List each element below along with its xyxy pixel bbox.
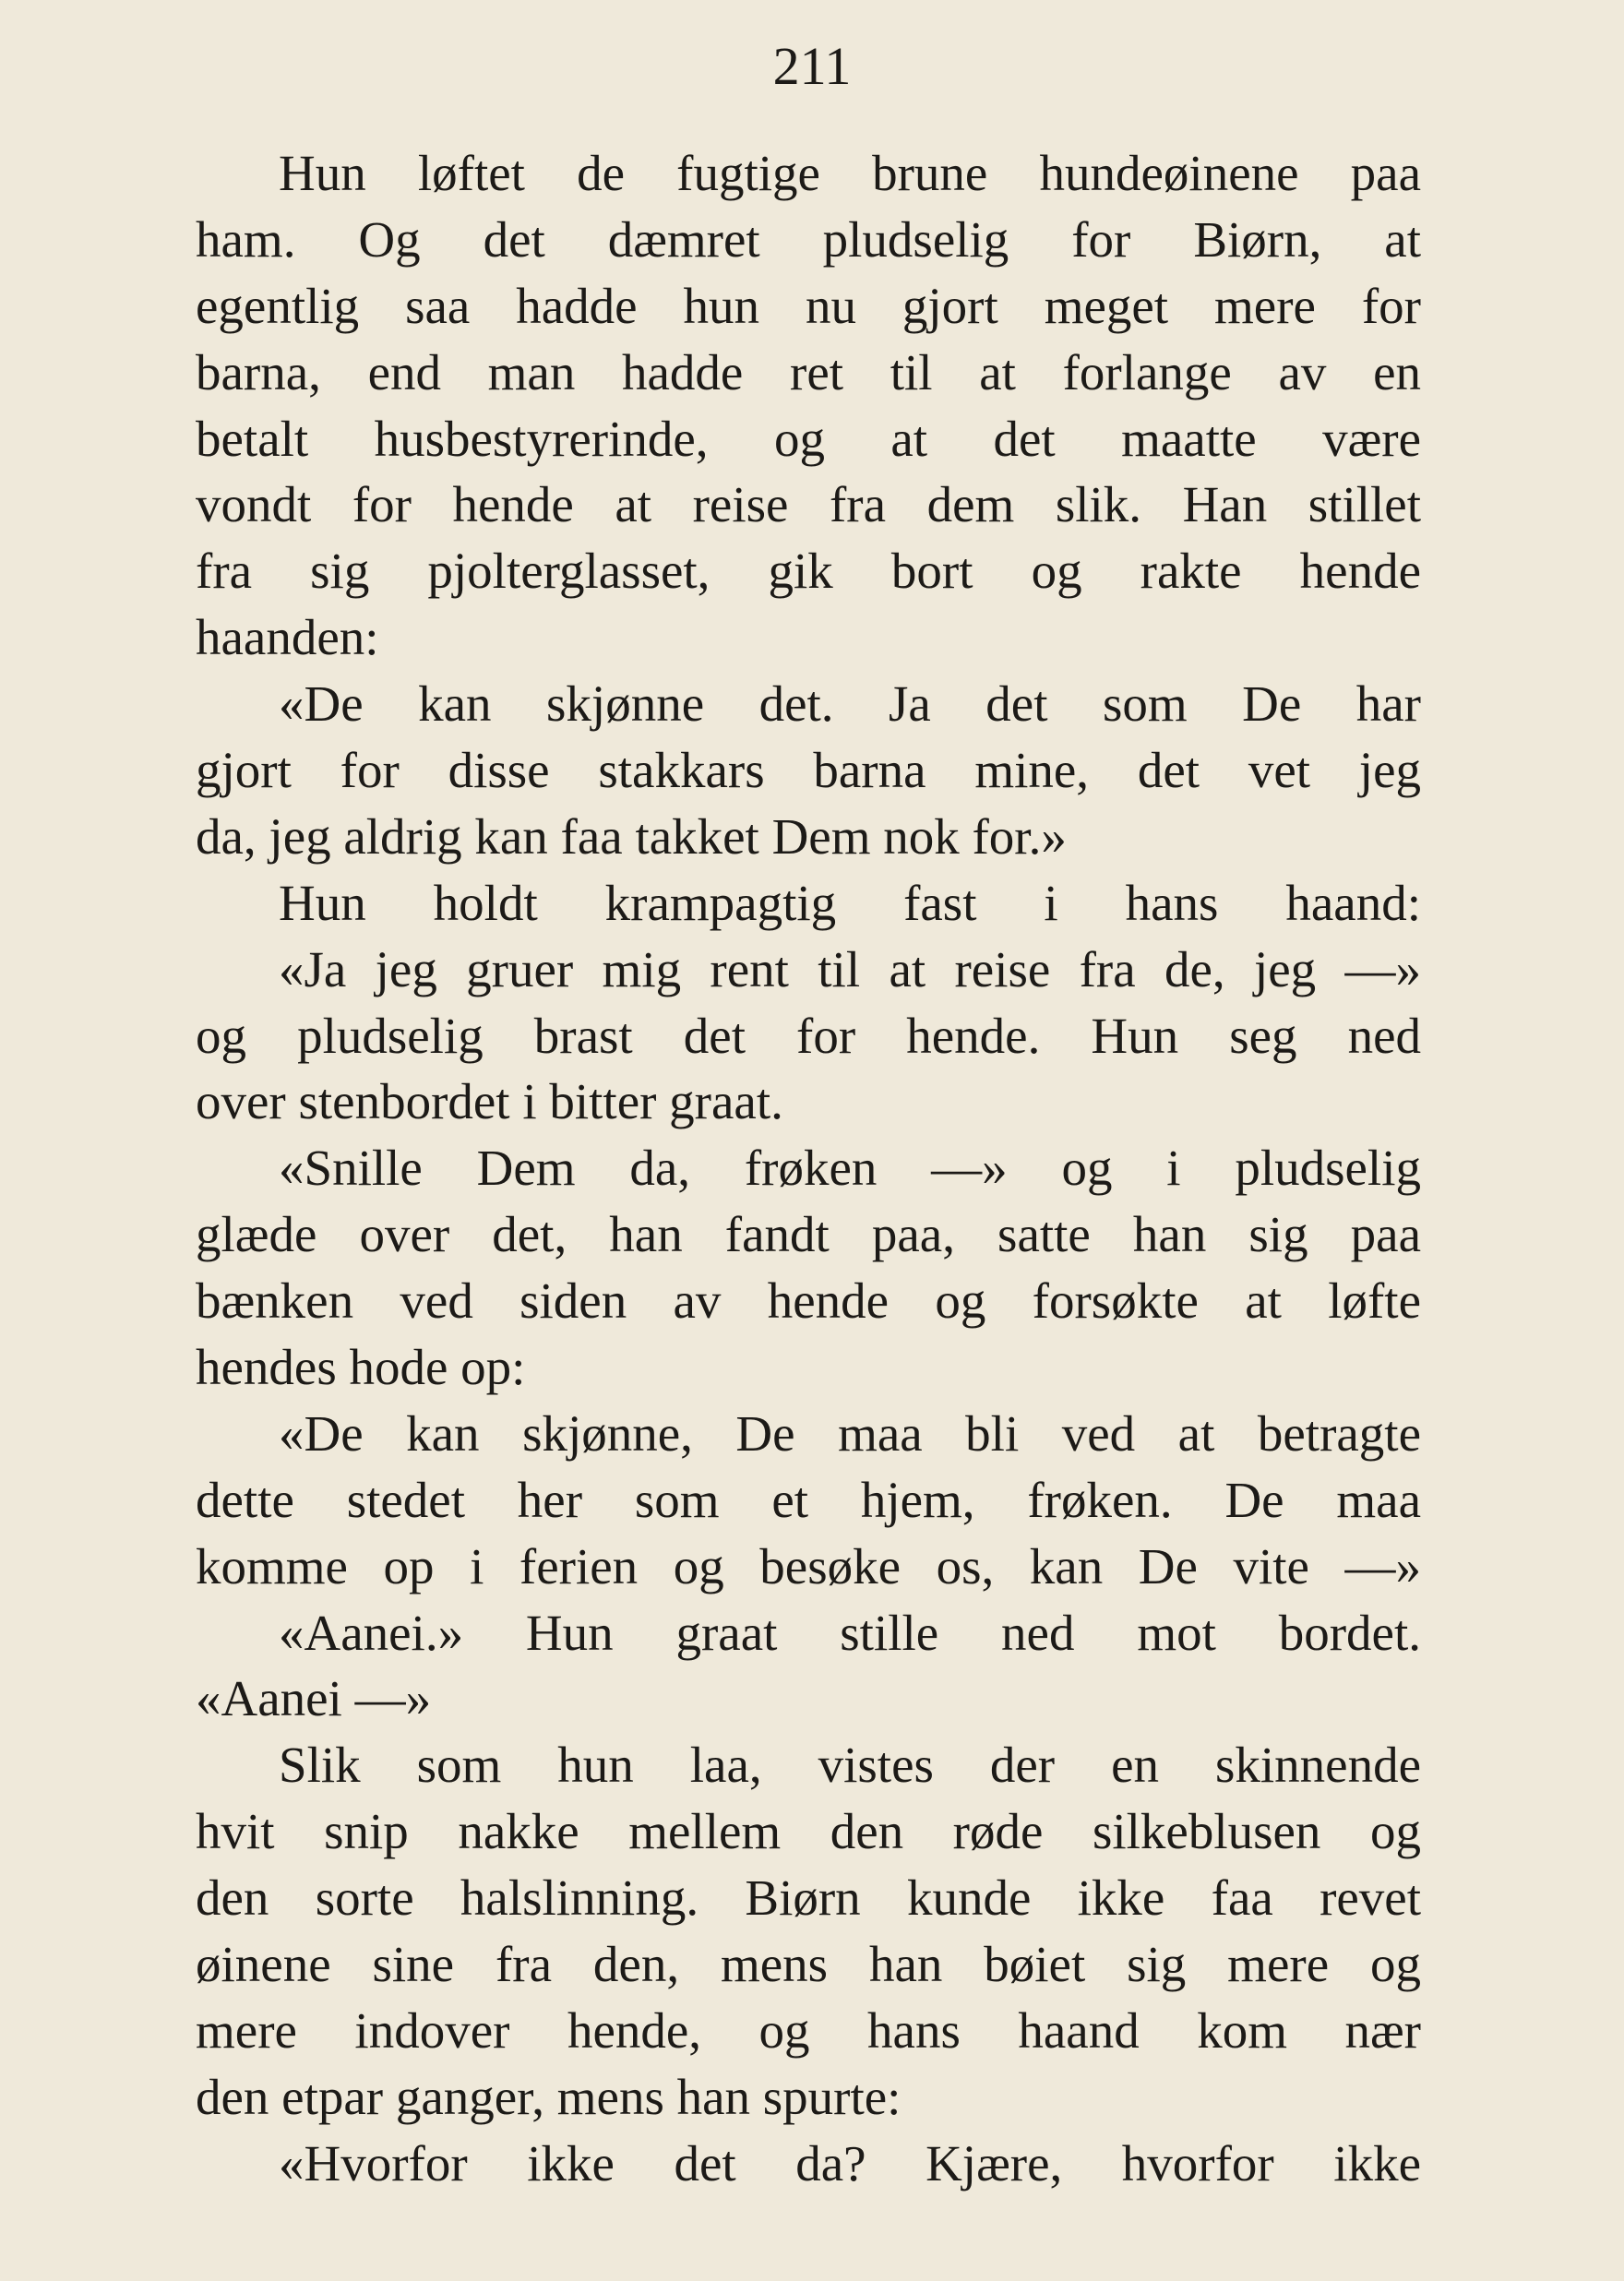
text-line: Slik som hun laa, vistes der en skinnende xyxy=(279,1737,1421,1794)
text-line: hendes hode op: xyxy=(196,1339,526,1396)
text-line: fra sig pjolterglasset, gik bort og rakte hende xyxy=(196,543,1421,600)
text-line: betalt husbestyrerinde, og at det maatte være xyxy=(196,410,1421,467)
text-line: vondt for hende at reise fra dem slik. Han stillet xyxy=(196,476,1421,533)
text-line: «Ja jeg gruer mig rent til at reise fra de, jeg —» xyxy=(279,940,1421,997)
text-line: «Hvorfor ikke det da? Kjære, hvorfor ikke xyxy=(279,2134,1421,2191)
text-line: og pludselig brast det for hende. Hun seg ned xyxy=(196,1007,1421,1064)
text-line: mere indover hende, og hans haand kom nær xyxy=(196,2001,1421,2059)
text-line: Hun løftet de fugtige brune hundeøinene paa xyxy=(279,145,1421,201)
text-line: da, jeg aldrig kan faa takket Dem nok for.» xyxy=(196,807,1067,865)
text-line: gjort for disse stakkars barna mine, det vet jeg xyxy=(196,742,1421,799)
text-line: den sorte halslinning. Biørn kunde ikke faa revet xyxy=(196,1869,1421,1927)
text-line: haanden: xyxy=(196,609,379,666)
text-line: «Snille Dem da, frøken —» og i pludselig xyxy=(279,1140,1421,1197)
text-line: «De kan skjønne det. Ja det som De har xyxy=(279,675,1421,733)
text-line: den etpar ganger, mens han spurte: xyxy=(196,2068,902,2125)
text-line: barna, end man hadde ret til at forlange av en xyxy=(196,343,1421,400)
text-line: ham. Og det dæmret pludselig for Biørn, at xyxy=(196,210,1421,268)
text-line: «Aanei.» Hun graat stille ned mot bordet. xyxy=(279,1604,1421,1661)
text-line: «Aanei —» xyxy=(196,1670,432,1727)
text-line: øinene sine fra den, mens han bøiet sig mere og xyxy=(196,1936,1421,1993)
text-line: glæde over det, han fandt paa, satte han sig paa xyxy=(196,1206,1421,1263)
text-line: dette stedet her som et hjem, frøken. De maa xyxy=(196,1471,1421,1528)
text-line: over stenbordet i bitter graat. xyxy=(196,1073,783,1130)
text-line: komme op i ferien og besøke os, kan De vite —» xyxy=(196,1537,1421,1594)
text-line: egentlig saa hadde hun nu gjort meget mere for xyxy=(196,277,1421,334)
text-line: Hun holdt krampagtig fast i hans haand: xyxy=(279,874,1421,931)
text-line: bænken ved siden av hende og forsøkte at løfte xyxy=(196,1272,1421,1330)
page-number: 211 xyxy=(772,36,852,96)
text-line: «De kan skjønne, De maa bli ved at betragte xyxy=(279,1404,1421,1462)
body-text xyxy=(196,140,1421,2197)
text-line: hvit snip nakke mellem den røde silkeblusen og xyxy=(196,1803,1421,1860)
